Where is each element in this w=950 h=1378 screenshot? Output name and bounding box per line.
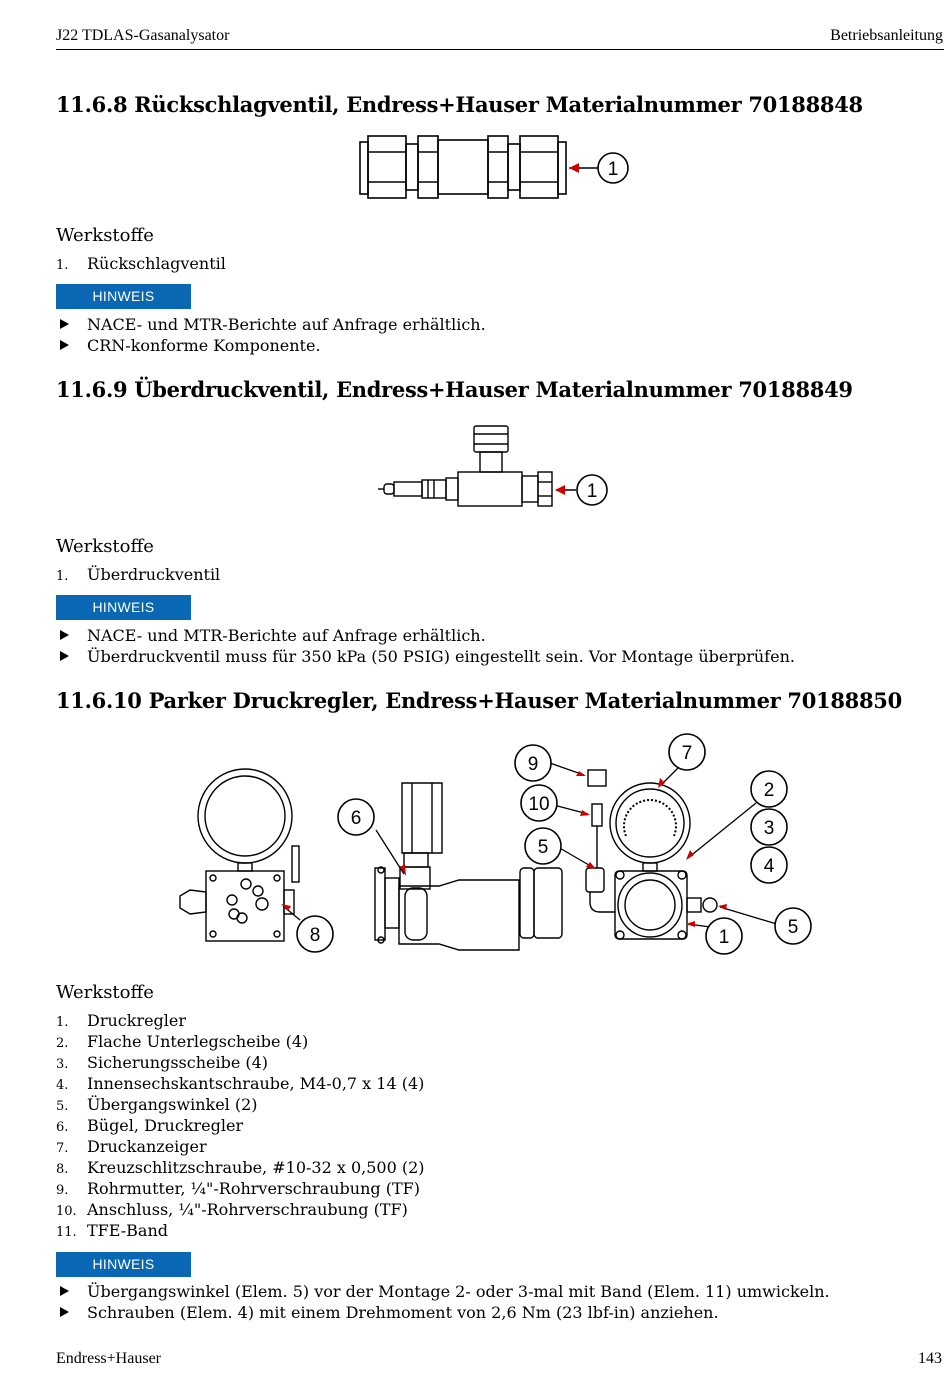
section-heading-pressure-regulator: 11.6.10 Parker Druckregler, Endress+Hauser Materialnummer 70188850 xyxy=(56,688,902,713)
list-item: 9. Rohrmutter, ¼"-Rohrverschraubung (TF) xyxy=(56,1179,420,1198)
header-doc-title: J22 TDLAS-Gasanalysator xyxy=(56,27,230,44)
callout-label: 3 xyxy=(763,818,775,839)
bullet-triangle-icon xyxy=(60,651,69,661)
callout-label: 2 xyxy=(763,780,775,801)
bullet-triangle-icon xyxy=(60,630,69,640)
note-bullet: NACE- und MTR-Berichte auf Anfrage erhältlich. xyxy=(60,626,486,645)
materials-title: Werkstoffe xyxy=(56,536,154,557)
materials-title: Werkstoffe xyxy=(56,225,154,246)
hint-badge: HINWEIS xyxy=(56,595,191,620)
materials-title: Werkstoffe xyxy=(56,982,154,1003)
bullet-triangle-icon xyxy=(60,1286,69,1296)
page-number: 143 xyxy=(918,1350,942,1367)
callout-label: 4 xyxy=(763,856,775,877)
list-item: 6. Bügel, Druckregler xyxy=(56,1116,244,1135)
relief-valve-drawing xyxy=(376,420,616,515)
callout-label: 1 xyxy=(718,927,730,948)
check-valve-drawing xyxy=(355,132,635,202)
note-bullet: NACE- und MTR-Berichte auf Anfrage erhältlich. xyxy=(60,315,486,334)
bullet-triangle-icon xyxy=(60,340,69,350)
callout-label: 7 xyxy=(681,743,693,764)
note-bullet: Überdruckventil muss für 350 kPa (50 PSIG) eingestellt sein. Vor Montage überprüfen. xyxy=(60,647,795,666)
bullet-triangle-icon xyxy=(60,319,69,329)
callout-label: 1 xyxy=(586,481,598,502)
list-item: 2. Flache Unterlegscheibe (4) xyxy=(56,1032,309,1051)
callout-label: 1 xyxy=(607,159,619,180)
list-item: 5. Übergangswinkel (2) xyxy=(56,1095,258,1114)
callout-label: 5 xyxy=(787,917,799,938)
hint-badge: HINWEIS xyxy=(56,1252,191,1277)
callout-label: 9 xyxy=(527,754,539,775)
list-item: 10. Anschluss, ¼"-Rohrverschraubung (TF) xyxy=(56,1200,408,1219)
hint-badge: HINWEIS xyxy=(56,284,191,309)
header-doc-type: Betriebsanleitung xyxy=(830,27,943,44)
callout-label: 8 xyxy=(309,925,321,946)
note-bullet: CRN-konforme Komponente. xyxy=(60,336,321,355)
list-item: 8. Kreuzschlitzschraube, #10-32 x 0,500 (2) xyxy=(56,1158,425,1177)
section-heading-check-valve: 11.6.8 Rückschlagventil, Endress+Hauser Materialnummer 70188848 xyxy=(56,92,863,117)
list-item: 7. Druckanzeiger xyxy=(56,1137,207,1156)
header-rule xyxy=(56,49,944,50)
footer-company: Endress+Hauser xyxy=(56,1350,161,1367)
list-item: 4. Innensechskantschraube, M4-0,7 x 14 (4) xyxy=(56,1074,425,1093)
note-bullet: Schrauben (Elem. 4) mit einem Drehmoment von 2,6 Nm (23 lbf-in) anziehen. xyxy=(60,1303,719,1322)
callout-label: 10 xyxy=(528,794,550,815)
callout-label: 5 xyxy=(537,837,549,858)
note-bullet: Übergangswinkel (Elem. 5) vor der Montage 2- oder 3-mal mit Band (Elem. 11) umwickeln. xyxy=(60,1282,830,1301)
list-item: 1. Druckregler xyxy=(56,1011,187,1030)
pressure-regulator-drawing xyxy=(160,728,820,958)
list-item: 3. Sicherungsscheibe (4) xyxy=(56,1053,269,1072)
list-item: 1. Überdruckventil xyxy=(56,565,221,584)
bullet-triangle-icon xyxy=(60,1307,69,1317)
list-item: 11. TFE-Band xyxy=(56,1221,168,1240)
list-item: 1. Rückschlagventil xyxy=(56,254,226,273)
callout-label: 6 xyxy=(350,808,362,829)
section-heading-relief-valve: 11.6.9 Überdruckventil, Endress+Hauser Materialnummer 70188849 xyxy=(56,377,853,402)
